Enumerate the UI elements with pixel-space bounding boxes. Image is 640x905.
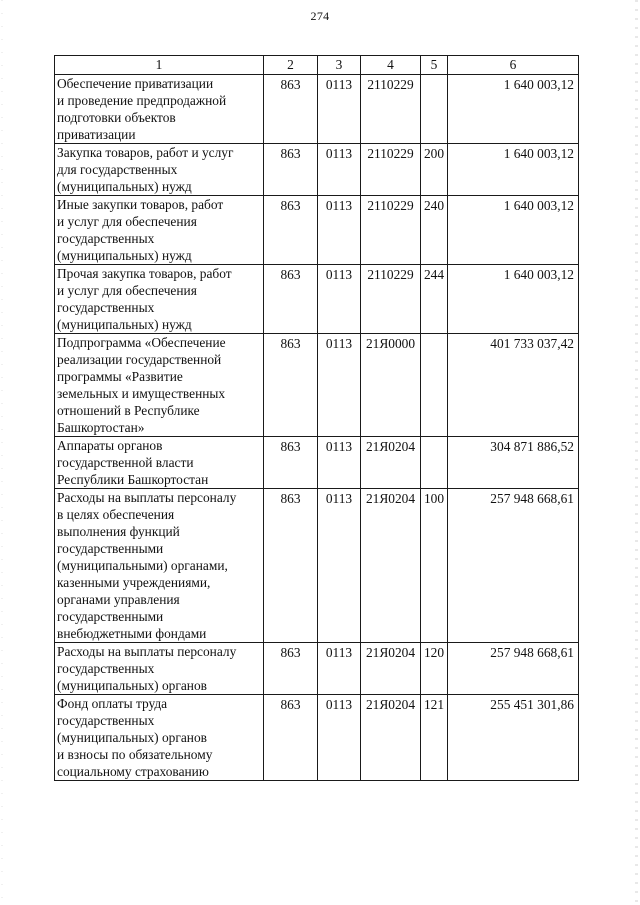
- row-name-cell: Расходы на выплаты персоналу государственных (муниципальных) органов: [55, 643, 264, 695]
- scan-edge-right: [635, 0, 638, 905]
- row-name-cell: Обеспечение приватизации и проведение предпродажной подготовки объектов приватизации: [55, 75, 264, 144]
- row-name-cell: Расходы на выплаты персоналу в целях обеспечения выполнения функций государственными (муниципальными) органами, казенными учреждениями, органами управления государственными внебюджетными фондами: [55, 489, 264, 643]
- ministry-code-cell: 863: [264, 196, 318, 265]
- expense-type-cell: 200: [421, 144, 448, 196]
- amount-cell: 1 640 003,12: [448, 75, 579, 144]
- amount-cell: 401 733 037,42: [448, 334, 579, 437]
- ministry-code-cell: 863: [264, 144, 318, 196]
- budget-table: [54, 55, 579, 781]
- section-code-cell: 0113: [318, 489, 361, 643]
- row-name-cell: Подпрограмма «Обеспечение реализации государственной программы «Развитие земельных и имущественных отношений в Республике Башкортостан»: [55, 334, 264, 437]
- section-code-cell: 0113: [318, 695, 361, 781]
- expense-type-cell: 121: [421, 695, 448, 781]
- page-number: 274: [310, 9, 330, 23]
- table-row: [55, 489, 579, 643]
- table-row: [55, 695, 579, 781]
- column-header-4: 4: [361, 56, 421, 75]
- column-header-5: 5: [421, 56, 448, 75]
- target-article-cell: 21Я0000: [361, 334, 421, 437]
- section-code-cell: 0113: [318, 265, 361, 334]
- table-row: [55, 196, 579, 265]
- expense-type-cell: 100: [421, 489, 448, 643]
- column-header-2: 2: [264, 56, 318, 75]
- expense-type-cell: [421, 437, 448, 489]
- amount-cell: 257 948 668,61: [448, 489, 579, 643]
- target-article-cell: 21Я0204: [361, 437, 421, 489]
- header-row: [55, 56, 579, 75]
- expense-type-cell: 244: [421, 265, 448, 334]
- amount-cell: 1 640 003,12: [448, 144, 579, 196]
- table-header: [55, 56, 579, 75]
- row-name-cell: Иные закупки товаров, работ и услуг для обеспечения государственных (муниципальных) нужд: [55, 196, 264, 265]
- scan-edge-left: [1, 0, 3, 905]
- expense-type-cell: [421, 334, 448, 437]
- table-row: [55, 334, 579, 437]
- ministry-code-cell: 863: [264, 334, 318, 437]
- table-row: [55, 265, 579, 334]
- target-article-cell: 21Я0204: [361, 695, 421, 781]
- row-name-cell: Прочая закупка товаров, работ и услуг для обеспечения государственных (муниципальных) нужд: [55, 265, 264, 334]
- column-header-1: 1: [55, 56, 264, 75]
- table-row: [55, 144, 579, 196]
- row-name-cell: Закупка товаров, работ и услуг для государственных (муниципальных) нужд: [55, 144, 264, 196]
- expense-type-cell: [421, 75, 448, 144]
- section-code-cell: 0113: [318, 334, 361, 437]
- target-article-cell: 2110229: [361, 196, 421, 265]
- amount-cell: 255 451 301,86: [448, 695, 579, 781]
- expense-type-cell: 120: [421, 643, 448, 695]
- target-article-cell: 2110229: [361, 75, 421, 144]
- target-article-cell: 2110229: [361, 265, 421, 334]
- amount-cell: 304 871 886,52: [448, 437, 579, 489]
- table-row: [55, 437, 579, 489]
- section-code-cell: 0113: [318, 437, 361, 489]
- expense-type-cell: 240: [421, 196, 448, 265]
- target-article-cell: 2110229: [361, 144, 421, 196]
- amount-cell: 1 640 003,12: [448, 265, 579, 334]
- section-code-cell: 0113: [318, 196, 361, 265]
- ministry-code-cell: 863: [264, 437, 318, 489]
- row-name-cell: Аппараты органов государственной власти Республики Башкортостан: [55, 437, 264, 489]
- target-article-cell: 21Я0204: [361, 643, 421, 695]
- ministry-code-cell: 863: [264, 75, 318, 144]
- ministry-code-cell: 863: [264, 695, 318, 781]
- table-row: [55, 643, 579, 695]
- target-article-cell: 21Я0204: [361, 489, 421, 643]
- ministry-code-cell: 863: [264, 265, 318, 334]
- ministry-code-cell: 863: [264, 643, 318, 695]
- ministry-code-cell: 863: [264, 489, 318, 643]
- row-name-cell: Фонд оплаты труда государственных (муниципальных) органов и взносы по обязательному социальному страхованию: [55, 695, 264, 781]
- amount-cell: 257 948 668,61: [448, 643, 579, 695]
- section-code-cell: 0113: [318, 75, 361, 144]
- column-header-3: 3: [318, 56, 361, 75]
- section-code-cell: 0113: [318, 643, 361, 695]
- section-code-cell: 0113: [318, 144, 361, 196]
- table-row: [55, 75, 579, 144]
- amount-cell: 1 640 003,12: [448, 196, 579, 265]
- column-header-6: 6: [448, 56, 579, 75]
- table-body: [55, 75, 579, 781]
